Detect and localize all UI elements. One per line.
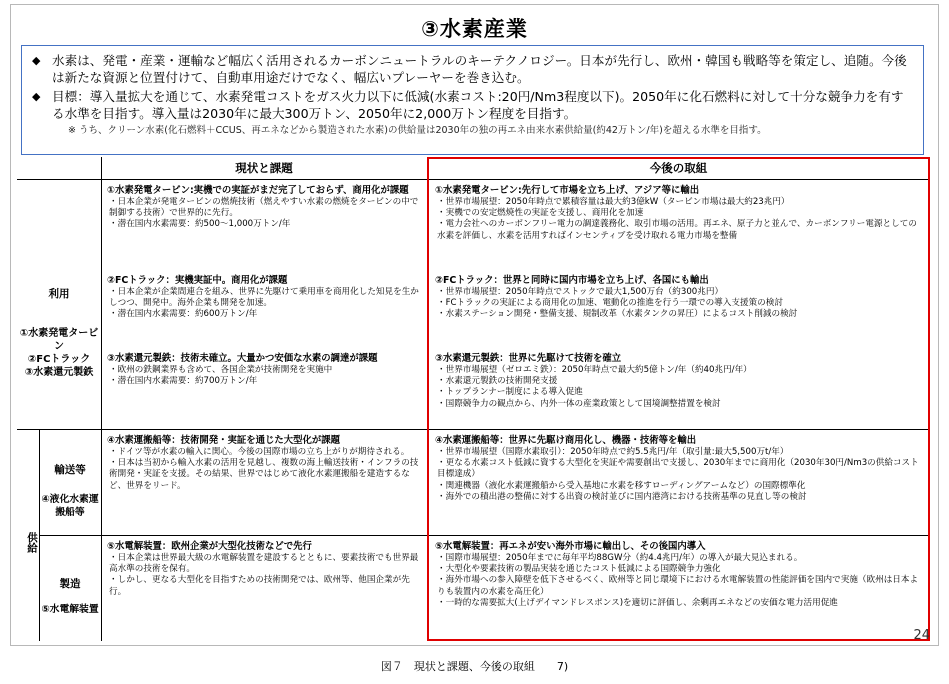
current-cell-steel — [107, 353, 421, 387]
current-steel-body: ・欧州の鉄鋼業界も含めて、各国企業が技術開発を実施中 ・潜在国内水素需要：約700万トン/年 — [109, 365, 333, 387]
summary-bullet-1-text: 水素は、発電・産業・運輸など幅広く活用されるカーボンニュートラルのキーテクノロジー。日本が先行し、欧州・韓国も戦略等を策定し、追随。今後は新たな資源と位置付けて、自動車用途だけでなく、幅広いプレーヤーを巻き込む。 — [52, 53, 907, 85]
row-label-use: 利用 — [48, 288, 70, 300]
future-cell-steel — [435, 353, 925, 410]
current-cell-electrolyzer — [107, 541, 421, 598]
future-steel-body: ・世界市場展望（ゼロエミ鉄）：2050年時点で最大約5億トン/年（約40兆円/年） ・水素還元製鉄の技術開発支援 ・トップランナー制度による導入促進 ・国際競争力の観点から、内外一体の産業政策として国境調整措置を検討 — [437, 365, 752, 409]
current-cell-turbine — [107, 185, 421, 231]
row-label-supply: 供給 — [26, 531, 38, 553]
future-cell-electrolyzer — [435, 541, 925, 609]
slide — [10, 4, 939, 646]
future-turbine-heading: ①水素発電タービン:先行して市場を立ち上げ、アジア等に輸出 — [435, 185, 700, 196]
current-fctruck-heading: ②FCトラック：実機実証中。商用化が課題 — [107, 275, 288, 286]
diamond-bullet-icon: ◆ — [32, 90, 41, 103]
future-cell-fctruck — [435, 275, 925, 321]
summary-bullet-1 — [30, 52, 915, 86]
row-label-transport: 輸送等 — [54, 464, 86, 476]
future-fctruck-heading: ②FCトラック：世界と同時に国内市場を立ち上げ、各国にも輸出 — [435, 275, 709, 286]
grid-line — [101, 157, 102, 641]
current-ship-body: ・ドイツ等が水素の輸入に関心。今後の国際市場の立ち上がりが期待される。 ・日本は当初から輸入水素の活用を見越し、複数の海上輸送技術・インフラの技術開発・実証を支援。その結果、世界ではじめて液化水素運搬船を建造するなど、世界をリード。 — [109, 447, 419, 491]
current-turbine-heading: ①水素発電タービン:実機での実証がまだ完了しておらず、商用化が課題 — [107, 185, 409, 196]
summary-box — [21, 45, 924, 155]
future-electrolyzer-heading: ⑤水電解装置：再エネが安い海外市場に輸出し、その後国内導入 — [435, 541, 706, 552]
current-electrolyzer-heading: ⑤水電解装置：欧州企業が大型化技術などで先行 — [107, 541, 312, 552]
row-items-use: ①水素発電タービン ②FCトラック ③水素還元製鉄 — [19, 328, 99, 378]
page-number: 24 — [913, 628, 930, 643]
future-cell-ship — [435, 435, 925, 503]
slide-title: ③水素産業 — [421, 17, 528, 41]
current-cell-ship — [107, 435, 421, 492]
summary-bullet-2 — [30, 88, 915, 122]
current-fctruck-body: ・日本企業が企業間連合を組み、世界に先駆けて乗用車を商用化した知見を生かしつつ、開発中。海外企業も開発を加速。 ・潜在国内水素需要：約600万トン/年 — [109, 287, 419, 320]
header-current: 現状と課題 — [235, 161, 293, 175]
row-label-manufacture: 製造 — [59, 578, 81, 590]
future-turbine-body: ・世界市場展望：2050年時点で累積容量は最大約3億kW（タービン市場は最大約23兆円） ・実機での安定燃焼性の実証を支援し、商用化を加速 ・電力会社へのカーボンフリー電力の調達義務化、取引市場の活用。再エネ、原子力と並んで、カーボンフリー電源としての水素を評価し、水素を活用すればインセンティブを受け取れる電力市場を整備 — [437, 197, 917, 241]
summary-note: ※ うち、クリーン水素(化石燃料＋CCUS、再エネなどから製造された水素)の供給量は2030年の独の再エネ由来水素供給量(約42万トン/年)を超える水準を目指す。 — [68, 125, 767, 136]
diamond-bullet-icon: ◆ — [32, 54, 41, 67]
current-electrolyzer-body: ・日本企業は世界最大級の水電解装置を建設するとともに、要素技術でも世界最高水準の技術を保有。 ・しかし、更なる大型化を目指すための技術開発では、欧州等、他国企業が先行。 — [109, 553, 419, 597]
row-items-manufacture: ⑤水電解装置 — [41, 604, 99, 615]
header-future: 今後の取組 — [649, 161, 708, 175]
future-ship-body: ・世界市場展望（国際水素取引）：2050年時点で約5.5兆円/年（取引量:最大5,500万t/年） ・更なる水素コスト低減に資する大型化を実証や需要創出で支援し、2030年までに商用化（2030年30円/Nm3の供給コスト目標達成） ・関連機器（液化水素運搬船から受入基地に水素を移すローディングアームなど）の国際標準化 ・海外での積出港の整備に対する出資の検討並びに国内港湾における技術基準の見直し等の検討 — [437, 447, 919, 502]
future-ship-heading: ④水素運搬船等：世界に先駆け商用化し、機器・技術等を輸出 — [435, 435, 697, 446]
current-cell-fctruck — [107, 275, 421, 321]
future-fctruck-body: ・世界市場展望：2050年時点でストックで最大1,500万台（約300兆円） ・FCトラックの実証による商用化の加速、電動化の推進を行う一環での導入支援策の検討 ・水素ステーション開発・整備支援、規制改革（水素タンクの昇圧）によるコスト削減の検討 — [437, 287, 798, 320]
summary-bullet-2-text: 目標：導入量拡大を通じて、水素発電コストをガス火力以下に低減(水素コスト:20円/Nm3程度以下)。2050年に化石燃料に対して十分な競争力を有する水準を目指す。導入量は2030年に最大300万トン、2050年に2,000万トン程度を目指す。 — [52, 89, 904, 121]
figure-caption: 図７ 現状と課題、今後の取組 7) — [380, 660, 569, 673]
future-steel-heading: ③水素還元製鉄：世界に先駆けて技術を確立 — [435, 353, 622, 364]
current-turbine-body: ・日本企業が発電タービンの燃焼技術（燃えやすい水素の燃焼をタービンの中で制御する技術）で世界的に先行。 ・潜在国内水素需要：約500～1,000万トン/年 — [109, 197, 419, 230]
current-steel-heading: ③水素還元製鉄：技術未確立。大量かつ安価な水素の調達が課題 — [107, 353, 378, 364]
future-electrolyzer-body: ・国際市場展望：2050年までに毎年平均88GW分（約4.4兆円/年）の導入が最大見込まれる。 ・大型化や要素技術の製品実装を通じたコスト低減による国際競争力強化 ・海外市場への参入障壁を低下させるべく、欧州等と同じ環境下における水電解装置の性能評価を国内で実施（欧州は日本よりも装置内の水素を高圧化） ・一時的な需要拡大(上げデイマンドレスポンス)を適切に評価し、余剰再エネなどの安価な電力活用促進 — [437, 553, 919, 608]
roadmap-table — [17, 157, 932, 642]
row-items-transport: ④液化水素運搬船等 — [41, 494, 99, 518]
future-cell-turbine — [435, 185, 925, 242]
current-ship-heading: ④水素運搬船等：技術開発・実証を通じた大型化が課題 — [107, 435, 340, 446]
